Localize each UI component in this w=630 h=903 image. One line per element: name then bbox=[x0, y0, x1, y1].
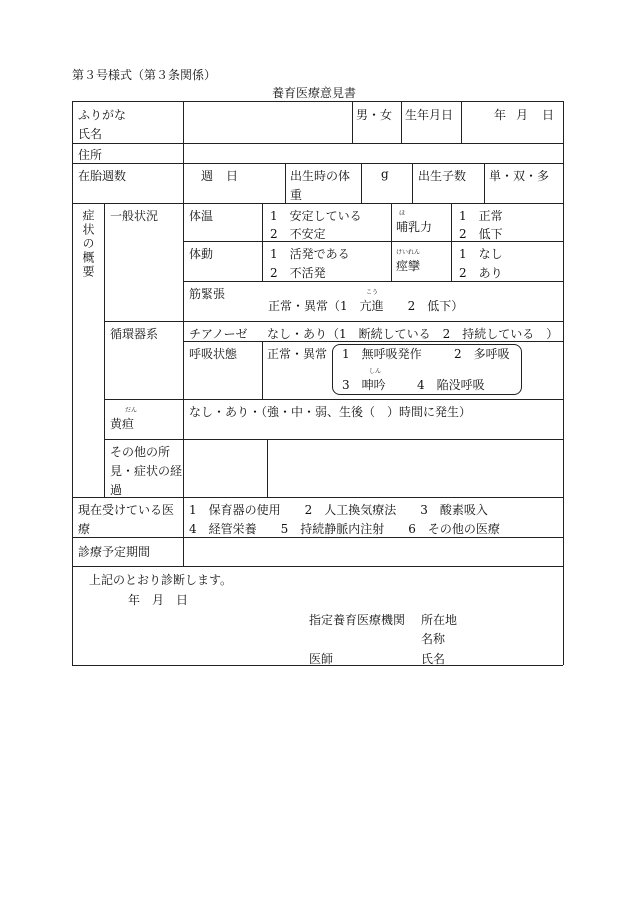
body-movement-label: 体動 bbox=[189, 247, 214, 261]
form-number: 第３号様式（第３条関係） bbox=[72, 68, 217, 82]
doctor-name-label: 氏名 bbox=[421, 652, 446, 666]
convulsion-option-1[interactable]: 1 なし bbox=[459, 247, 503, 261]
muscle-tone-options[interactable] bbox=[268, 297, 463, 314]
treatment-label-1: 現在受けている医 bbox=[78, 503, 175, 517]
birth-weight-label: 出生時の体 bbox=[290, 169, 351, 183]
respiration-option-2[interactable]: 2 多呼吸 bbox=[454, 347, 510, 361]
convulsion-label: 痙攣 bbox=[396, 259, 421, 273]
muscle-tone-ruby: こう bbox=[366, 289, 379, 296]
general-condition-label: 一般状況 bbox=[110, 209, 159, 223]
cyanosis-options[interactable]: なし・あり（1 断続している 2 持続している ） bbox=[267, 327, 559, 341]
respiration-option-4[interactable]: 4 陥没呼吸 bbox=[417, 378, 485, 392]
birth-weight-label-2: 重 bbox=[290, 188, 303, 202]
feeding-ruby: ほ bbox=[399, 210, 406, 217]
respiration-ruby: しん bbox=[369, 368, 382, 375]
treatment-label-2: 療 bbox=[78, 522, 91, 536]
temperature-option-1[interactable]: 1 安定している bbox=[270, 209, 362, 223]
temperature-label: 体温 bbox=[189, 209, 214, 223]
jaundice-ruby: だん bbox=[125, 407, 138, 414]
treatment-options-2[interactable]: 4 経管栄養 5 持続静脈内注射 6 その他の医療 bbox=[189, 522, 500, 536]
symptoms-section-title: 症状の概要 bbox=[81, 209, 95, 279]
gestation-label: 在胎週数 bbox=[78, 169, 127, 183]
furigana-label: ふりがな bbox=[78, 108, 127, 122]
temperature-option-2[interactable]: 2 不安定 bbox=[270, 227, 326, 241]
name-label: 氏名 bbox=[78, 127, 103, 141]
cyanosis-label: チアノーゼ bbox=[189, 327, 248, 341]
body-movement-option-1[interactable]: 1 活発である bbox=[270, 247, 350, 261]
other-findings-label-2: 見・症状の経 bbox=[110, 464, 183, 478]
schedule-label: 診療予定期間 bbox=[78, 545, 151, 559]
jaundice-label: 黄疸 bbox=[110, 417, 135, 431]
respiration-option-3b: 呻吟 bbox=[361, 378, 386, 392]
schedule-field[interactable] bbox=[184, 538, 562, 565]
muscle-tone-options-c: 2 低下） bbox=[383, 299, 464, 313]
other-findings-label-1: その他の所 bbox=[110, 445, 171, 459]
feeding-option-2[interactable]: 2 低下 bbox=[459, 227, 503, 241]
convulsion-option-2[interactable]: 2 あり bbox=[459, 266, 503, 280]
dob-year: 年 bbox=[494, 108, 507, 122]
births-options[interactable]: 単・双・多 bbox=[489, 169, 550, 183]
feeding-label: 哺乳力 bbox=[396, 220, 433, 234]
location-label: 所在地 bbox=[421, 613, 458, 627]
respiration-option-3[interactable] bbox=[342, 376, 386, 393]
respiration-option-3a: 3 bbox=[342, 378, 362, 392]
institution-label: 指定養育医療機関 bbox=[309, 613, 406, 627]
gestation-day: 日 bbox=[226, 169, 239, 183]
births-label: 出生子数 bbox=[418, 169, 467, 183]
address-label: 住所 bbox=[78, 148, 103, 162]
diagnosis-statement: 上記のとおり診断します。 bbox=[89, 573, 233, 587]
treatment-options-1[interactable]: 1 保育器の使用 2 人工換気療法 3 酸素吸入 bbox=[189, 503, 488, 517]
muscle-tone-label: 筋緊張 bbox=[189, 287, 226, 301]
other-findings-label-3: 過 bbox=[110, 483, 123, 497]
respiration-lead[interactable]: 正常・異常 bbox=[267, 347, 328, 361]
institution-name-label: 名称 bbox=[421, 632, 446, 646]
respiration-label: 呼吸状態 bbox=[189, 347, 238, 361]
dob-month: 月 bbox=[516, 108, 529, 122]
dob-label: 生年月日 bbox=[405, 108, 454, 122]
respiration-option-1[interactable]: 1 無呼吸発作 bbox=[342, 347, 422, 361]
sex-options[interactable]: 男・女 bbox=[356, 108, 393, 122]
body-movement-option-2[interactable]: 2 不活発 bbox=[270, 266, 326, 280]
doctor-label: 医師 bbox=[309, 652, 334, 666]
muscle-tone-options-a: 正常・異常（1 bbox=[268, 299, 360, 313]
name-field[interactable] bbox=[184, 102, 351, 142]
sign-date[interactable]: 年 月 日 bbox=[128, 593, 189, 607]
other-findings-field[interactable] bbox=[268, 440, 562, 496]
convulsion-ruby: けいれん bbox=[396, 249, 421, 256]
feeding-option-1[interactable]: 1 正常 bbox=[459, 209, 503, 223]
dob-day: 日 bbox=[542, 108, 555, 122]
document-title: 養育医療意見書 bbox=[272, 86, 357, 100]
jaundice-options[interactable]: なし・あり・（強・中・弱、生後（ ）時間に発生） bbox=[189, 405, 472, 419]
circulatory-label: 循環器系 bbox=[110, 327, 159, 341]
birth-weight-unit: g bbox=[381, 167, 389, 181]
muscle-tone-options-b: 亢進 bbox=[359, 299, 384, 313]
address-field[interactable] bbox=[184, 144, 562, 162]
gestation-week: 週 bbox=[201, 169, 214, 183]
